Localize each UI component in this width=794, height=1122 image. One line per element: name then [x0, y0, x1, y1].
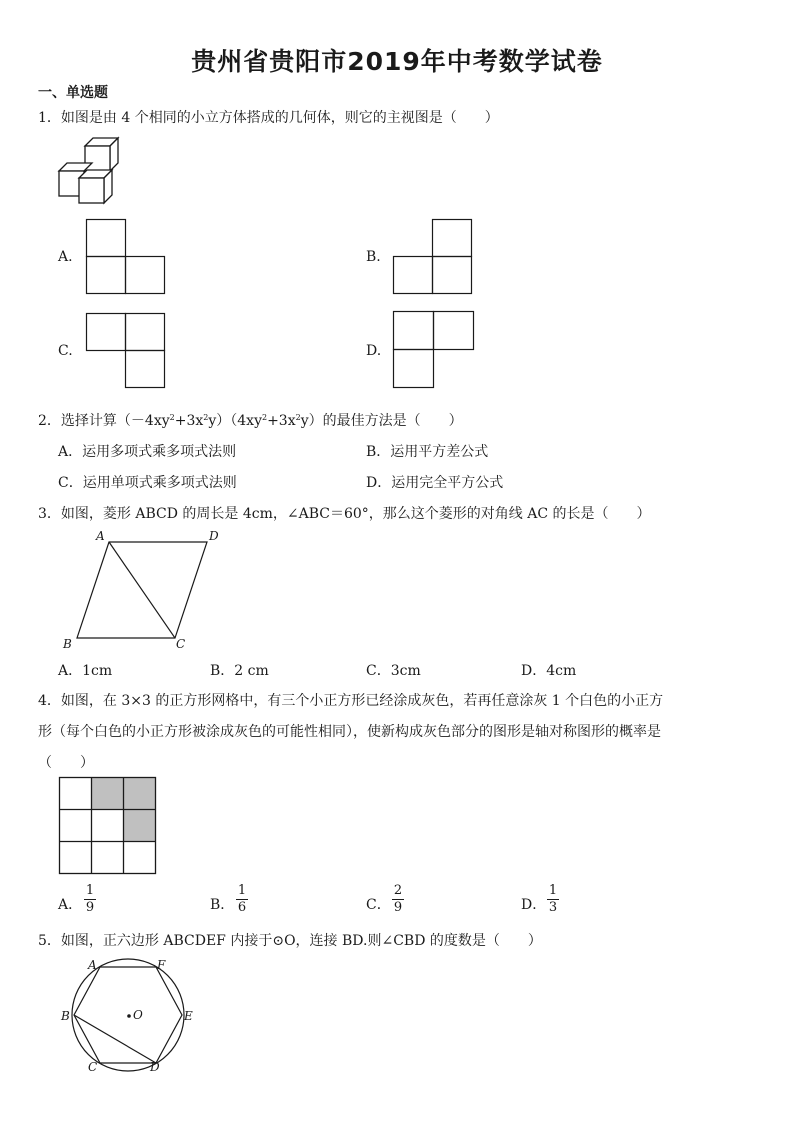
q1-option-b-label: B. — [366, 249, 381, 265]
gray-cell-3 — [123, 810, 155, 842]
q4-b-denominator: 6 — [237, 900, 247, 915]
q4-option-c-label: C． — [366, 897, 391, 913]
q2-exp-4: 2 — [295, 413, 301, 422]
q2-option-b: B．运用平方差公式 — [366, 444, 489, 460]
q4-option-b-label: B． — [210, 897, 235, 913]
center-point — [127, 1014, 131, 1018]
hex-label-e: E — [184, 1009, 193, 1023]
q4-b-numerator: 1 — [237, 883, 247, 898]
rhombus-label-d: D — [209, 529, 219, 543]
q2-mid-2: y）（4xy — [208, 413, 262, 429]
q4-c-denominator: 9 — [393, 900, 403, 915]
q4-option-a-fraction — [84, 884, 96, 915]
q2-exp-3: 2 — [261, 413, 268, 422]
rhombus-figure — [60, 528, 230, 653]
q2-mid-3: +3x — [267, 413, 296, 429]
gray-cell-2 — [123, 778, 155, 810]
hex-label-a: A — [88, 958, 97, 972]
q4-option-c-fraction — [392, 884, 404, 915]
q4-d-numerator: 1 — [548, 883, 558, 898]
q4-option-d-fraction — [547, 884, 559, 915]
q2-option-d: D．运用完全平方公式 — [366, 475, 504, 491]
q1-option-d-figure — [393, 311, 475, 389]
q2-mid-1: +3x — [174, 413, 204, 429]
q1-option-b-figure — [393, 219, 473, 294]
q4-d-denominator: 3 — [548, 900, 558, 915]
question-4-line-3: （ ） — [38, 755, 94, 771]
hexagon-circle-figure — [58, 955, 203, 1075]
q2-exp-1: 2 — [169, 413, 175, 422]
q1-option-a-figure — [86, 219, 166, 294]
q4-a-numerator: 1 — [85, 883, 95, 898]
q1-option-d-label: D. — [366, 343, 382, 359]
rhombus-label-a: A — [96, 529, 105, 543]
q3-option-a: A．1cm — [58, 663, 113, 679]
q1-option-c-label: C. — [58, 343, 73, 359]
q2-exp-2: 2 — [203, 413, 209, 422]
q2-prefix: 2．选择计算（－4xy — [38, 413, 170, 429]
hex-label-d: D — [150, 1060, 160, 1074]
exam-title: 贵州省贵阳市2019年中考数学试卷 — [191, 47, 603, 76]
q4-option-b-fraction — [236, 884, 248, 915]
q4-option-a-label: A． — [58, 897, 83, 913]
hex-label-b: B — [61, 1009, 70, 1023]
q4-option-d-label: D． — [521, 897, 547, 913]
q2-suffix: y）的最佳方法是（ ） — [300, 413, 463, 429]
rhombus-label-b: B — [63, 637, 72, 651]
gray-cell-1 — [91, 778, 123, 810]
hex-label-o: O — [133, 1008, 143, 1022]
cube-solid-figure — [55, 132, 130, 212]
q2-option-c: C．运用单项式乘多项式法则 — [58, 475, 237, 491]
q1-option-a-label: A. — [58, 249, 73, 265]
question-3-text: 3．如图，菱形 ABCD 的周长是 4cm，∠ABC＝60°，那么这个菱形的对角线 AC 的长是（ ） — [38, 506, 651, 522]
question-2-text — [38, 410, 463, 430]
q1-option-c-figure — [86, 313, 166, 388]
q4-c-numerator: 2 — [393, 883, 403, 898]
hex-label-c: C — [88, 1060, 98, 1074]
question-1-text: 1．如图是由 4 个相同的小立方体搭成的几何体，则它的主视图是（ ） — [38, 110, 499, 126]
hex-label-f: F — [157, 958, 166, 972]
question-5-text: 5．如图，正六边形 ABCDEF 内接于⊙O，连接 BD.则∠CBD 的度数是（ ） — [38, 933, 542, 949]
q3-option-d: D．4cm — [521, 663, 577, 679]
q4-a-denominator: 9 — [85, 900, 95, 915]
rhombus-label-c: C — [176, 637, 186, 651]
section-heading: 一、单选题 — [38, 85, 108, 101]
question-4-line-2: 形（每个白色的小正方形被涂成灰色的可能性相同），使新构成灰色部分的图形是轴对称图形的概率是 — [38, 724, 661, 740]
q2-option-a: A．运用多项式乘多项式法则 — [58, 444, 237, 460]
question-4-line-1: 4．如图，在 3×3 的正方形网格中，有三个小正方形已经涂成灰色，若再任意涂灰 1 个白色的小正方 — [38, 693, 664, 709]
q3-option-b: B．2 cm — [210, 663, 269, 679]
q3-option-c: C．3cm — [366, 663, 421, 679]
grid-3x3-figure — [59, 777, 157, 875]
